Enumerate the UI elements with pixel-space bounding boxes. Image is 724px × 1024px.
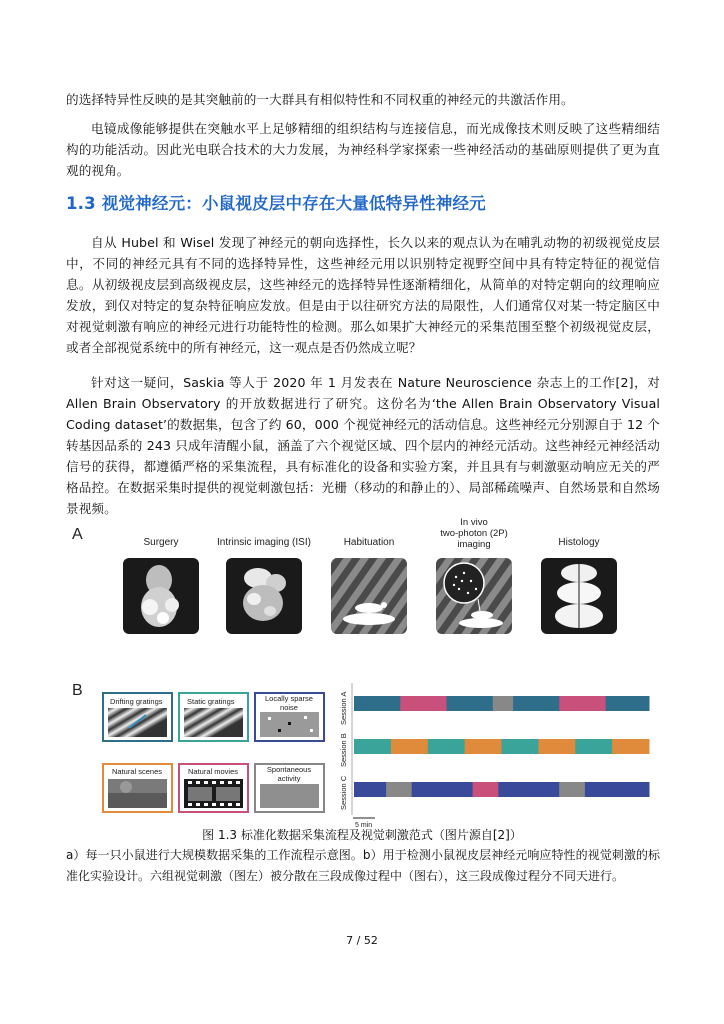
stimulus-label: Static gratings: [187, 697, 235, 706]
step-surgery: [123, 537, 199, 634]
session-segment-drifting: [513, 696, 560, 711]
stimulus-static: [179, 693, 248, 741]
stimulus-label: Natural scenes: [111, 767, 163, 776]
page-number: 7 / 52: [346, 934, 378, 947]
session-segment-static: [354, 739, 391, 754]
step-label: Histology: [558, 537, 600, 548]
step-label: Surgery: [143, 537, 179, 548]
step-label: Habituation: [343, 537, 395, 548]
session-segment-movies: [473, 782, 499, 797]
session-segment-spont: [493, 696, 514, 711]
step-habituation: [331, 537, 407, 634]
stimulus-drifting: [103, 693, 172, 741]
session-timelines: [339, 683, 650, 815]
session-segment-static: [575, 739, 612, 754]
stimulus-label: Natural movies: [187, 767, 239, 776]
session-segment-static: [428, 739, 465, 754]
session-segment-noise: [498, 782, 559, 797]
session-segment-movies: [559, 696, 606, 711]
step-2p-imaging: [436, 517, 512, 634]
paragraph-hubel: 自从 Hubel 和 Wisel 发现了神经元的朝向选择性，长久以来的观点认为在哺乳动物的初级视觉皮层中，不同的神经元具有不同的选择特异性，这些神经元用以识别特定视野空间中具有特定特征的视觉信息。从初级视皮层到高级视皮层，这些神经元的选择特异性逐渐精细化，从简单的对特定朝向的纹理响应发放，到仅对特定的复杂特征响应发放。但是由于以往研究方法的局限性，人们通常仅对某一特定脑区中对视觉刺激有响应的神经元进行功能特性的检测。那么如果扩大神经元的采集范围至整个初级视觉皮层，或者全部视觉系统中的所有神经元，这一观点是否仍然成立呢？: [66, 235, 660, 355]
session-segment-spont: [386, 782, 412, 797]
session-segment-scenes: [465, 739, 502, 754]
session-segment-scenes: [612, 739, 649, 754]
session-segment-scenes: [391, 739, 428, 754]
stimulus-label-line2: activity: [277, 774, 301, 783]
figure-svg: [66, 515, 654, 829]
paragraph-imaging: 电镜成像能够提供在突触水平上足够精细的组织结构与连接信息，而光成像技术则反映了这些精细结构的功能活动。因此光电联合技术的大力发展，为神经科学家探索一些神经活动的基础原则提供了更为直观的视角。: [66, 121, 660, 178]
step-label-line1: In vivo: [460, 517, 488, 528]
scale-label: 5 min: [355, 822, 373, 829]
session-label: Session B: [339, 733, 348, 767]
session-segment-static: [502, 739, 539, 754]
step-label: Intrinsic imaging (ISI): [217, 537, 311, 548]
stimulus-scenes: [103, 764, 172, 812]
session-segment-drifting: [447, 696, 494, 711]
session-segment-scenes: [538, 739, 575, 754]
session-segment-noise: [412, 782, 473, 797]
session-segment-noise: [585, 782, 650, 797]
paragraph-saskia: 针对这一疑问，Saskia 等人于 2020 年 1 月发表在 Nature Neuroscience 杂志上的工作[2]，对 Allen Brain Observatory 的开放数据进行了研究。这份名为‘the Allen Brain Observatory Visual Coding dataset’的数据集，包含了约 60，000 个视觉神经元的活动信息。这些神经元分别源自于 12 个转基因品系的 243 只成年清醒小鼠，涵盖了六个视觉区域、四个层内的神经元活动。这些神经元神经活动信号的获得，都遵循严格的采集流程，具有标准化的设备和实验方案，并且具有与刺激驱动响应无关的严格品控。在数据采集时提供的视觉刺激包括：光栅（移动的和静止的）、局部稀疏噪声、自然场景和自然场景视频。: [66, 375, 660, 516]
figure-1-3: [66, 515, 654, 829]
session-segment-drifting: [354, 696, 401, 711]
stimulus-label-line2: noise: [280, 703, 298, 712]
section-heading: 1.3 视觉神经元：小鼠视皮层中存在大量低特异性神经元: [66, 194, 486, 213]
stimulus-movies: [179, 764, 248, 812]
step-label-line3: imaging: [457, 539, 491, 550]
session-label: Session A: [339, 691, 348, 725]
panel-b-label: B: [72, 682, 83, 699]
stimulus-spontaneous: [255, 764, 324, 812]
stimulus-label: Drifting gratings: [110, 697, 163, 706]
figure-caption-title: 图 1.3 标准化数据采集流程及视觉刺激范式（图片源自[2]）: [202, 828, 522, 842]
stimulus-label-line1: Spontaneous: [266, 765, 312, 774]
paragraph-continuation: 的选择特异性反映的是其突触前的一大群具有相似特性和不同权重的神经元的共激活作用。: [66, 92, 574, 107]
session-segment-spont: [559, 782, 585, 797]
session-segment-noise: [354, 782, 387, 797]
session-label: Session C: [339, 775, 348, 810]
step-histology: [541, 537, 617, 634]
step-label-line2: two-photon (2P): [440, 528, 508, 539]
session-segment-drifting: [606, 696, 650, 711]
session-segment-movies: [400, 696, 447, 711]
stimulus-label-line1: Locally sparse: [265, 694, 313, 703]
panel-a-label: A: [72, 526, 83, 543]
stimulus-noise: [255, 693, 324, 741]
figure-caption-body: a）每一只小鼠进行大规模数据采集的工作流程示意图。b）用于检测小鼠视皮层神经元响应特性的视觉刺激的标准化实验设计。六组视觉刺激（图左）被分散在三段成像过程中（图右），这三段成像过程分不同天进行。: [66, 848, 660, 883]
step-isi: [217, 537, 311, 634]
